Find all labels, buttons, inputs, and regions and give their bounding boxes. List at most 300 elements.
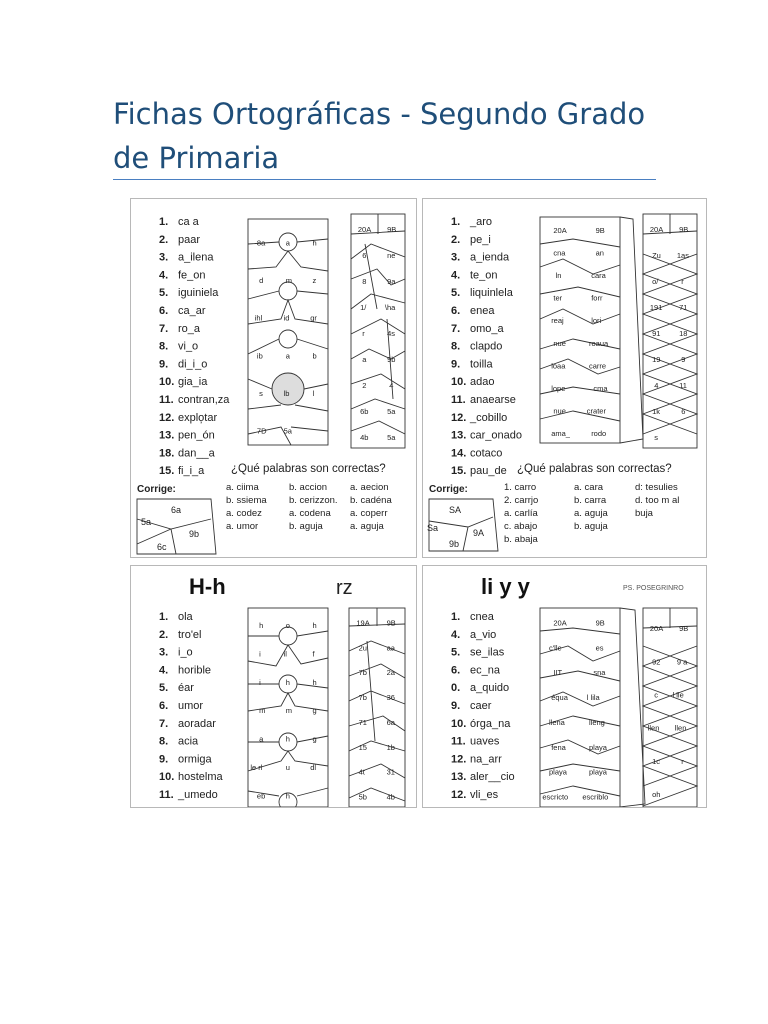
- region-label: 71: [679, 303, 688, 313]
- region-label: m: [259, 706, 266, 716]
- region-label: 9b: [189, 529, 200, 539]
- region-label: m: [285, 706, 293, 716]
- worksheet-panel-2: [422, 198, 707, 558]
- region-label: 1c: [652, 756, 661, 766]
- region-label: 2: [362, 381, 367, 391]
- region-label: loaa: [551, 361, 566, 371]
- item-word: órga_na: [470, 717, 511, 730]
- region-label: 4: [389, 381, 394, 391]
- item-number: 4.: [451, 269, 461, 282]
- region-label: 11: [679, 381, 687, 391]
- item-number: 10.: [451, 717, 467, 730]
- region-label: o/: [652, 277, 659, 287]
- region-label: id: [283, 313, 290, 323]
- answer-option: b. aguja: [574, 521, 608, 532]
- item-word: omo_a: [470, 322, 504, 335]
- item-number: 5.: [451, 646, 461, 659]
- item-number: 12.: [451, 789, 467, 801]
- item-word: toilla: [470, 358, 493, 371]
- region-label: 20A: [357, 225, 372, 235]
- region-label: 6: [681, 407, 686, 417]
- region-label: IIT: [553, 668, 563, 678]
- region-label: 6a: [386, 717, 395, 727]
- item-number: 7.: [159, 322, 169, 335]
- item-word: horible: [178, 664, 212, 677]
- region-label: 9b: [387, 355, 396, 365]
- title-underline: [113, 179, 656, 180]
- region-label: aa: [386, 643, 395, 653]
- region-label: llen: [674, 723, 687, 733]
- puzzle-grid-2: [643, 608, 697, 807]
- region-label: u: [285, 763, 290, 773]
- item-word: acia: [178, 735, 199, 748]
- puzzle-2-labels: [358, 225, 396, 442]
- corrige-label: Corrige:: [137, 484, 176, 495]
- item-word: fe_on: [178, 269, 206, 282]
- region-label: l: [312, 389, 315, 399]
- region-label: dl: [310, 763, 317, 773]
- region-label: o: [285, 620, 290, 630]
- item-word: _cobillo: [470, 411, 508, 424]
- answer-option: 2. carrjo: [504, 495, 539, 506]
- region-label: s: [654, 433, 659, 443]
- worksheet-panel-4: [422, 565, 707, 808]
- item-word: ola: [178, 611, 193, 623]
- item-number: 2.: [159, 233, 169, 246]
- puzzle-2-labels: [650, 225, 689, 442]
- word-list: [159, 611, 224, 801]
- item-number: 12.: [451, 753, 467, 766]
- region-label: 191: [649, 303, 663, 313]
- region-label: 5a: [387, 433, 396, 443]
- item-number: 5.: [451, 287, 461, 300]
- panel-heading-2: rz: [336, 577, 353, 599]
- item-word: iguiniela: [178, 287, 219, 300]
- item-word: enea: [470, 305, 495, 317]
- item-word: ec_na: [470, 664, 500, 677]
- puzzle-2-labels: [356, 618, 395, 801]
- region-label: an: [595, 248, 604, 258]
- item-number: 1.: [159, 216, 169, 228]
- region-label: ne: [387, 251, 396, 261]
- region-label: crater: [586, 406, 606, 416]
- item-word: pen_ón: [178, 429, 215, 442]
- region-label: 2a: [386, 668, 395, 678]
- region-label: 1k: [652, 407, 661, 417]
- region-label: 8: [362, 277, 367, 287]
- word-list: [451, 611, 515, 801]
- question-text: ¿Qué palabras son correctas?: [231, 463, 386, 475]
- region-label: carre: [589, 361, 607, 371]
- panel-4-svg: [423, 566, 706, 807]
- region-label: 6a: [171, 505, 182, 515]
- item-number: 9.: [451, 358, 461, 371]
- region-label: 5a: [387, 407, 396, 417]
- region-label: l lila: [586, 693, 600, 703]
- region-label: h: [285, 791, 290, 801]
- region-label: h: [259, 620, 264, 630]
- item-word: di_i_o: [178, 358, 208, 371]
- item-number: 8.: [451, 340, 461, 353]
- region-label: 9b: [449, 539, 460, 549]
- region-label: ter: [553, 293, 563, 303]
- region-label: h: [312, 677, 317, 687]
- region-label: équa: [551, 693, 568, 703]
- answer-option: d. too m al: [635, 495, 680, 506]
- item-number: 15.: [159, 465, 175, 478]
- region-label: 9B: [386, 618, 396, 628]
- item-word: cotaco: [470, 447, 503, 460]
- item-number: 11.: [159, 394, 174, 406]
- item-number: 4.: [451, 628, 461, 641]
- item-word: i_o: [178, 646, 193, 659]
- region-label: 5a: [141, 517, 152, 527]
- answer-option: a. cara: [574, 482, 604, 493]
- credit-text: PS. POSEGRINRO: [623, 585, 684, 592]
- item-number: 13.: [451, 771, 467, 784]
- puzzle-grid-2: [349, 608, 405, 807]
- item-word: éar: [178, 682, 194, 695]
- item-word: te_on: [470, 269, 498, 282]
- answer-option: a. aguja: [574, 508, 608, 519]
- region-label: Sa: [427, 523, 439, 533]
- answer-option: a. umor: [226, 521, 259, 532]
- region-label: 9B: [679, 225, 689, 235]
- region-label: 20A: [649, 624, 664, 634]
- item-number: 6.: [159, 700, 169, 712]
- item-word: vi_o: [178, 340, 199, 353]
- item-number: 2.: [159, 628, 169, 641]
- item-number: 13.: [159, 429, 175, 442]
- answer-option: b. cadéna: [350, 495, 392, 506]
- region-label: 4s: [387, 329, 396, 339]
- panel-1-svg: [131, 199, 416, 557]
- answer-option: b. cerizzon.: [289, 495, 338, 506]
- region-label: s: [259, 389, 263, 399]
- item-number: 3.: [159, 251, 169, 264]
- region-label: 19A: [356, 618, 370, 628]
- answer-option: b. ssiema: [226, 495, 267, 506]
- item-word: pe_i: [470, 233, 491, 246]
- region-label: ihl: [254, 313, 263, 323]
- region-label: m: [285, 276, 293, 286]
- region-label: 9B: [387, 225, 397, 235]
- item-word: aler__cio: [470, 771, 515, 784]
- region-label: 4b: [386, 792, 395, 802]
- region-label: a: [362, 355, 367, 365]
- region-label: 92: [652, 657, 661, 667]
- region-label: fena: [551, 742, 566, 752]
- region-label: reaj: [551, 316, 564, 326]
- item-number: 11.: [451, 735, 466, 748]
- region-label: r: [681, 756, 684, 766]
- region-label: 9a: [387, 277, 396, 287]
- item-number: 5.: [159, 682, 169, 695]
- region-label: gr: [310, 313, 317, 323]
- puzzle-grid-1: [540, 608, 645, 807]
- region-label: playa: [589, 742, 607, 752]
- region-label: 7D: [256, 426, 267, 436]
- region-label: c: [654, 690, 659, 700]
- answer-option: b. abaja: [504, 534, 538, 545]
- answer-option: a. aecion: [350, 482, 389, 493]
- item-word: anaearse: [470, 394, 516, 406]
- item-number: 4.: [159, 664, 169, 677]
- region-label: 20A: [553, 618, 567, 628]
- item-number: 13.: [451, 429, 467, 442]
- region-label: 8a: [256, 238, 266, 248]
- item-word: ca a: [178, 216, 199, 228]
- region-label: h: [285, 677, 290, 687]
- item-word: ormiga: [178, 753, 212, 766]
- region-label: 91: [652, 329, 661, 339]
- region-label: ama_: [551, 429, 570, 439]
- item-number: 12.: [451, 411, 467, 424]
- answer-option: a. aguja: [350, 521, 384, 532]
- region-label: 7b: [358, 668, 367, 678]
- item-word: contran,za: [178, 394, 230, 406]
- region-label: 6c: [157, 542, 167, 552]
- item-word: aoradar: [178, 717, 216, 730]
- region-label: 9B: [679, 624, 689, 634]
- word-list: [159, 216, 230, 477]
- item-word: hostelma: [178, 771, 223, 784]
- region-label: Zu: [652, 251, 661, 261]
- item-number: 3.: [451, 251, 461, 264]
- item-word: caer: [470, 700, 492, 712]
- region-label: l lle: [672, 690, 684, 700]
- region-label: b: [312, 351, 317, 361]
- item-number: 5.: [159, 287, 169, 300]
- region-label: h: [312, 620, 317, 630]
- region-label: 1/: [360, 303, 367, 313]
- item-word: a_ilena: [178, 251, 214, 264]
- region-label: h: [285, 734, 290, 744]
- region-label: 4: [654, 381, 659, 391]
- region-label: lope: [551, 384, 566, 394]
- answer-option: b. accion: [289, 482, 328, 493]
- region-label: nue: [553, 406, 566, 416]
- region-label: llena: [549, 717, 565, 727]
- region-label: a: [259, 734, 264, 744]
- item-word: paar: [178, 233, 201, 246]
- item-number: 9.: [159, 753, 169, 766]
- item-word: liquinlela: [470, 287, 513, 300]
- answer-option: a. carlía: [504, 508, 538, 519]
- item-word: vli_es: [470, 789, 499, 801]
- region-label: 2u: [358, 643, 367, 653]
- region-label: 18: [679, 329, 688, 339]
- region-label: lori: [591, 316, 602, 326]
- item-number: 14.: [451, 447, 467, 460]
- region-label: ib: [256, 351, 263, 361]
- region-label: r: [362, 329, 365, 339]
- region-label: 9B: [595, 618, 605, 628]
- item-number: 10.: [159, 771, 175, 784]
- region-label: roaua: [589, 338, 609, 348]
- item-number: 1.: [451, 611, 461, 623]
- region-label: h: [312, 238, 317, 248]
- item-number: 10.: [159, 376, 175, 389]
- answer-option: 1. carro: [504, 482, 537, 493]
- region-label: cara: [591, 271, 606, 281]
- region-label: le rl: [250, 763, 263, 773]
- item-number: 8.: [159, 735, 169, 748]
- region-label: il: [283, 649, 287, 659]
- item-number: 11.: [159, 789, 174, 801]
- region-label: playa: [549, 767, 567, 777]
- region-label: 9 a: [676, 657, 688, 667]
- region-label: 1as: [676, 251, 689, 261]
- region-label: d: [259, 276, 264, 286]
- item-word: a_ienda: [470, 251, 510, 264]
- item-number: 9.: [451, 700, 461, 712]
- region-label: z: [312, 276, 317, 286]
- region-label: 36: [386, 693, 395, 703]
- panel-heading: li y y: [481, 574, 530, 599]
- puzzle-grid-1: [248, 219, 328, 445]
- corrige-label: Corrige:: [429, 484, 468, 495]
- item-number: 8.: [159, 340, 169, 353]
- puzzle-1-labels: [542, 618, 608, 801]
- item-number: 12.: [159, 411, 175, 424]
- region-label: 9: [681, 355, 686, 365]
- word-list: [451, 216, 522, 477]
- item-word: a_vio: [470, 628, 497, 641]
- region-label: lb: [283, 389, 290, 399]
- worksheet-image: [130, 198, 705, 806]
- region-label: i: [259, 677, 261, 687]
- answer-options: [226, 482, 392, 532]
- region-label: 15: [358, 742, 367, 752]
- region-label: lleng: [589, 717, 605, 727]
- region-label: 4t: [358, 767, 365, 777]
- region-label: a: [285, 238, 290, 248]
- region-label: 20A: [649, 225, 664, 235]
- item-word: ca_ar: [178, 305, 206, 317]
- region-label: cna: [553, 248, 566, 258]
- panel-2-svg: [423, 199, 706, 557]
- item-number: 1.: [451, 216, 461, 228]
- region-label: 5b: [358, 792, 367, 802]
- region-label: 9A: [473, 528, 485, 538]
- puzzle-1-labels: [551, 226, 609, 438]
- region-label: g: [312, 706, 317, 716]
- item-word: _umedo: [178, 789, 218, 801]
- region-label: eb: [256, 791, 266, 801]
- region-label: es: [595, 643, 604, 653]
- item-number: 11.: [451, 394, 466, 406]
- item-word: adao: [470, 376, 495, 389]
- item-word: fi_i_a: [178, 465, 205, 478]
- item-word: _aro: [470, 216, 493, 228]
- region-label: 4b: [360, 433, 369, 443]
- corrige-labels: [427, 505, 484, 549]
- item-word: se_ilas: [470, 646, 505, 659]
- region-label: 9B: [595, 225, 605, 235]
- item-number: 2.: [451, 233, 461, 246]
- answer-option: b. aguja: [289, 521, 323, 532]
- item-word: cnea: [470, 611, 494, 623]
- answer-option: a. coperr: [350, 508, 388, 519]
- region-label: 19: [652, 355, 661, 365]
- document-title: Fichas Ortográficas - Segundo Grado de Primaria: [113, 97, 646, 175]
- region-label: i: [259, 649, 261, 659]
- corrige-puzzle: [429, 499, 498, 551]
- region-label: \ha: [384, 303, 396, 313]
- region-label: SA: [449, 505, 462, 515]
- item-number: 10.: [451, 376, 467, 389]
- region-label: f: [312, 649, 315, 659]
- item-number: 6.: [451, 305, 461, 317]
- question-text: ¿Qué palabras son correctas?: [517, 463, 672, 475]
- item-word: umor: [178, 700, 204, 712]
- region-label: a: [285, 351, 290, 361]
- region-label: oh: [652, 790, 661, 800]
- panel-3-svg: [131, 566, 416, 807]
- answer-option: a. ciima: [226, 482, 259, 493]
- region-label: cma: [593, 384, 608, 394]
- answer-options: [504, 482, 679, 545]
- item-number: 6.: [159, 305, 169, 317]
- region-label: forr: [591, 293, 603, 303]
- puzzle-1-labels: [250, 621, 316, 801]
- worksheet-panel-1: [130, 198, 417, 558]
- item-word: ro_a: [178, 322, 201, 335]
- item-number: 15.: [451, 465, 467, 478]
- item-word: explo̦tar: [178, 411, 218, 424]
- region-label: 31: [386, 767, 395, 777]
- puzzle-grid-2: [351, 214, 405, 448]
- worksheet-panel-3: [130, 565, 417, 808]
- puzzle-grid-2: [643, 214, 697, 448]
- region-label: 71: [358, 717, 367, 727]
- region-label: rodo: [591, 429, 607, 439]
- item-word: gia_ia: [178, 376, 208, 389]
- item-number: 9.: [159, 358, 169, 371]
- answer-option: d: tesulies: [635, 482, 678, 493]
- region-label: g: [312, 734, 317, 744]
- answer-option: a. codena: [289, 508, 331, 519]
- region-label: escricto: [542, 792, 569, 802]
- item-word: clapdo: [470, 340, 503, 353]
- answer-option: a. codez: [226, 508, 262, 519]
- region-label: escriblo: [582, 792, 609, 802]
- item-word: pau_de: [470, 465, 507, 478]
- answer-option: c. abajo: [504, 521, 538, 532]
- region-label: 7b: [358, 693, 367, 703]
- item-word: dan__a: [178, 447, 215, 460]
- region-label: nue: [553, 338, 566, 348]
- region-label: sna: [593, 668, 606, 678]
- item-number: 3.: [159, 646, 169, 659]
- item-word: na_arr: [470, 753, 502, 766]
- answer-option: buja: [635, 508, 653, 519]
- region-label: 6b: [360, 407, 369, 417]
- item-word: a_quido: [470, 682, 510, 695]
- item-number: 6.: [451, 664, 461, 677]
- item-number: 7.: [451, 322, 461, 335]
- item-number: 0.: [451, 682, 461, 695]
- region-label: 1b: [386, 742, 395, 752]
- region-label: llen: [647, 723, 660, 733]
- region-label: c'lle: [549, 643, 562, 653]
- item-word: uaves: [470, 735, 500, 748]
- region-label: ln: [555, 271, 562, 281]
- region-label: 5a: [283, 426, 292, 436]
- item-number: 1.: [159, 611, 169, 623]
- item-number: 7.: [159, 717, 169, 730]
